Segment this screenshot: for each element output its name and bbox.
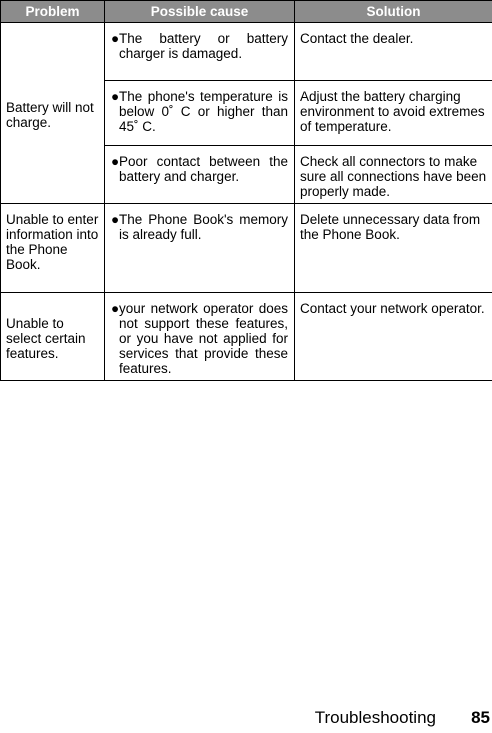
table-row bbox=[1, 293, 492, 381]
header-problem: Problem bbox=[1, 1, 105, 23]
table-row bbox=[1, 204, 492, 293]
cause-text: The battery or battery charger is damaged. bbox=[119, 31, 288, 61]
cause-text: your network operator does not support these features, or you have not applied for services that provide these features. bbox=[119, 301, 288, 376]
problem-cell: Unable to select certain features. bbox=[1, 293, 105, 381]
cause-cell bbox=[105, 293, 295, 381]
problem-cell: Battery will not charge. bbox=[1, 23, 105, 204]
table-row bbox=[1, 23, 492, 81]
solution-cell: Adjust the battery charging environment to avoid extremes of temperature. bbox=[295, 81, 492, 146]
cause-cell bbox=[105, 81, 295, 146]
cause-text: The Phone Book's memory is already full. bbox=[119, 212, 288, 242]
cause-text: Poor contact between the battery and charger. bbox=[119, 154, 288, 184]
solution-cell: Check all connectors to make sure all connections have been properly made. bbox=[295, 146, 492, 204]
bullet-icon: ● bbox=[111, 31, 120, 46]
cause-cell bbox=[105, 204, 295, 293]
cause-cell bbox=[105, 146, 295, 204]
header-solution: Solution bbox=[295, 1, 492, 23]
solution-cell: Delete unnecessary data from the Phone Book. bbox=[295, 204, 492, 293]
bullet-icon: ● bbox=[111, 212, 120, 227]
table-header-row bbox=[1, 1, 492, 23]
cause-cell bbox=[105, 23, 295, 81]
page-footer bbox=[0, 705, 492, 733]
cause-text: The phone's temperature is below 0˚ C or higher than 45˚ C. bbox=[119, 89, 288, 134]
bullet-icon: ● bbox=[111, 154, 120, 169]
problem-cell: Unable to enter information into the Phone Book. bbox=[1, 204, 105, 293]
solution-cell: Contact the dealer. bbox=[295, 23, 492, 81]
header-possible-cause: Possible cause bbox=[105, 1, 295, 23]
solution-cell: Contact your network operator. bbox=[295, 293, 492, 381]
bullet-icon: ● bbox=[111, 89, 120, 104]
footer-section-title: Troubleshooting bbox=[314, 708, 436, 727]
bullet-icon: ● bbox=[111, 301, 120, 316]
page-number: 85 bbox=[471, 708, 490, 727]
